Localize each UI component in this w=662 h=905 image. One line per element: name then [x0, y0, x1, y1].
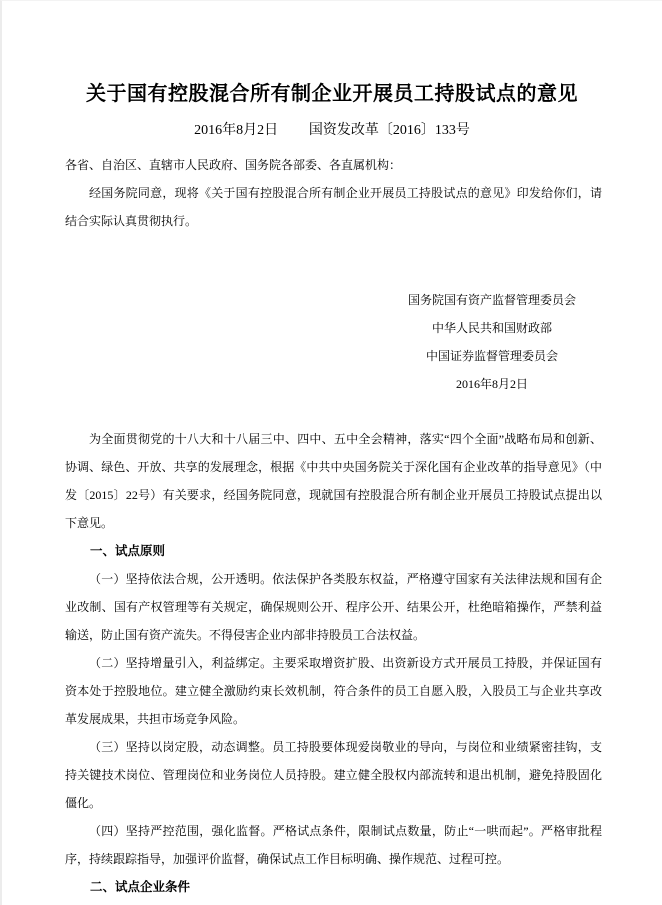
body-paragraph: （四）坚持严控范围，强化监督。严格试点条件，限制试点数量，防止“一哄而起”。严格审批程序，持续跟踪指导，加强评价监督，确保试点工作目标明确、操作规范、过程可控。 — [65, 824, 602, 866]
body-paragraph: （一）坚持依法合规，公开透明。依法保护各类股东权益，严格遵守国家有关法律法规和国有企业改制、国有产权管理等有关规定，确保规则公开、程序公开、结果公开，杜绝暗箱操作，严禁利益输送，防止国有资产流失。不得侵害企业内部非持股员工合法权益。 — [65, 572, 602, 642]
section-heading-2: 二、试点企业条件 — [90, 880, 191, 894]
signature-date: 2016年8月2日 — [455, 377, 528, 391]
forwarding-paragraph: 经国务院同意，现将《关于国有控股混合所有制企业开展员工持股试点的意见》印发给你们，请结合实际认真贯彻执行。 — [65, 186, 602, 228]
section-heading-1: 一、试点原则 — [90, 544, 166, 558]
salutation-line: 各省、自治区、直辖市人民政府、国务院各部委、各直属机构： — [65, 158, 402, 172]
document-number: 国资发改革〔2016〕133号 — [308, 123, 470, 138]
signer-org: 中国证券监督管理委员会 — [425, 349, 558, 363]
signer-org: 国务院国有资产监督管理委员会 — [407, 293, 576, 307]
body-paragraph: 为全面贯彻党的十八大和十八届三中、四中、五中全会精神，落实“四个全面”战略布局和创新、协调、绿色、开放、共享的发展理念，根据《中共中央国务院关于深化国有企业改革的指导意见》（中发〔2015〕22号）有关要求，经国务院同意，现就国有控股混合所有制企业开展员工持股试点提出以下意见。 — [65, 432, 602, 530]
issue-date: 2016年8月2日 — [194, 123, 279, 138]
salutation-section — [65, 151, 602, 235]
signer-org: 中华人民共和国财政部 — [431, 321, 552, 335]
signature-block — [372, 286, 612, 398]
document-meta-line — [2, 119, 662, 143]
body-paragraph: （三）坚持以岗定股，动态调整。员工持股要体现爱岗敬业的导向，与岗位和业绩紧密挂钩，支持关键技术岗位、管理岗位和业务岗位人员持股。建立健全股权内部流转和退出机制，避免持股固化僵化。 — [65, 740, 602, 810]
document-body — [65, 425, 602, 901]
body-paragraph: （二）坚持增量引入，利益绑定。主要采取增资扩股、出资新设方式开展员工持股，并保证国有资本处于控股地位。建立健全激励约束长效机制，符合条件的员工自愿入股，入股员工与企业共享改革发展成果，共担市场竞争风险。 — [65, 656, 602, 726]
document-title: 关于国有控股混合所有制企业开展员工持股试点的意见 — [86, 83, 578, 105]
